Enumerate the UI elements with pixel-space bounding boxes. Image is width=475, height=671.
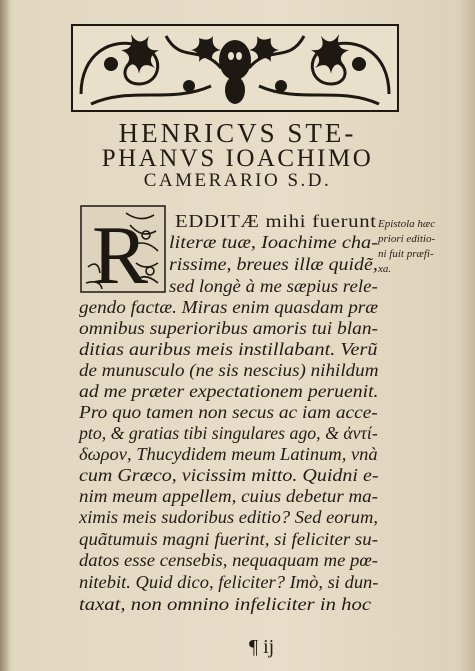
- heading-line-2: PHANVS IOACHIMO: [101, 145, 374, 172]
- page-edge-shadow: [459, 0, 475, 671]
- body-line-11: pto, & gratias tibi singulares ago, & ἀντί-: [79, 423, 378, 443]
- body-line-6: omnibus superioribus amoris tui blan-: [79, 318, 379, 338]
- decorated-initial: [80, 205, 166, 293]
- body-line-8: de munusculo (ne sis nescius) nihildum: [79, 360, 379, 380]
- body-line-5: gendo factæ. Miras enim quasdam præ: [79, 297, 378, 317]
- body-line-2: literæ tuæ, Ioachime cha-: [169, 232, 378, 252]
- body-line-15: ximis meis sudoribus editio? Sed eorum,: [79, 507, 378, 527]
- margin-note-2: priori editio-: [378, 233, 436, 245]
- ornamental-headpiece: [71, 24, 399, 112]
- signature-mark: ¶ ij: [249, 636, 275, 658]
- body-line-1: EDDITÆ mihi fuerunt: [175, 211, 377, 231]
- body-line-9: ad me præter expectationem peruenit.: [79, 381, 379, 401]
- margin-note-3: ni fuit præfi-: [378, 248, 434, 260]
- gutter-shadow: [0, 0, 10, 671]
- body-line-16: quãtumuis magni fuerint, si feliciter su-: [79, 529, 378, 549]
- body-line-18: nitebit. Quid dico, feliciter? Imò, si dun-: [79, 572, 379, 592]
- body-line-14: nim meum appellem, cuius debetur ma-: [79, 486, 378, 506]
- margin-note-4: xa.: [378, 263, 392, 275]
- body-line-3: rissime, breues illæ quidẽ,: [169, 254, 378, 274]
- body-line-10: Pro quo tamen non secus ac iam acce-: [79, 402, 378, 422]
- body-line-4: sed longè à me sæpius rele-: [169, 276, 378, 296]
- body-line-17: datos esse censebis, nequaquam me pœ-: [79, 550, 378, 570]
- initial-letter: R: [92, 209, 149, 293]
- body-line-7: ditias auribus meis instillabant. Verũ: [79, 339, 378, 359]
- body-line-19: taxat, non omnino infeliciter in hoc: [79, 594, 372, 614]
- heading-line-3: CAMERARIO S.D.: [143, 170, 332, 191]
- body-line-13: cum Græco, vicissim mitto. Quidni e-: [79, 465, 379, 485]
- heading-line-1: HENRICVS STE-: [118, 118, 357, 148]
- margin-note-1: Epistola hæc: [378, 218, 436, 230]
- body-line-12: δωρον, Thucydidem meum Latinum, vnà: [79, 444, 378, 464]
